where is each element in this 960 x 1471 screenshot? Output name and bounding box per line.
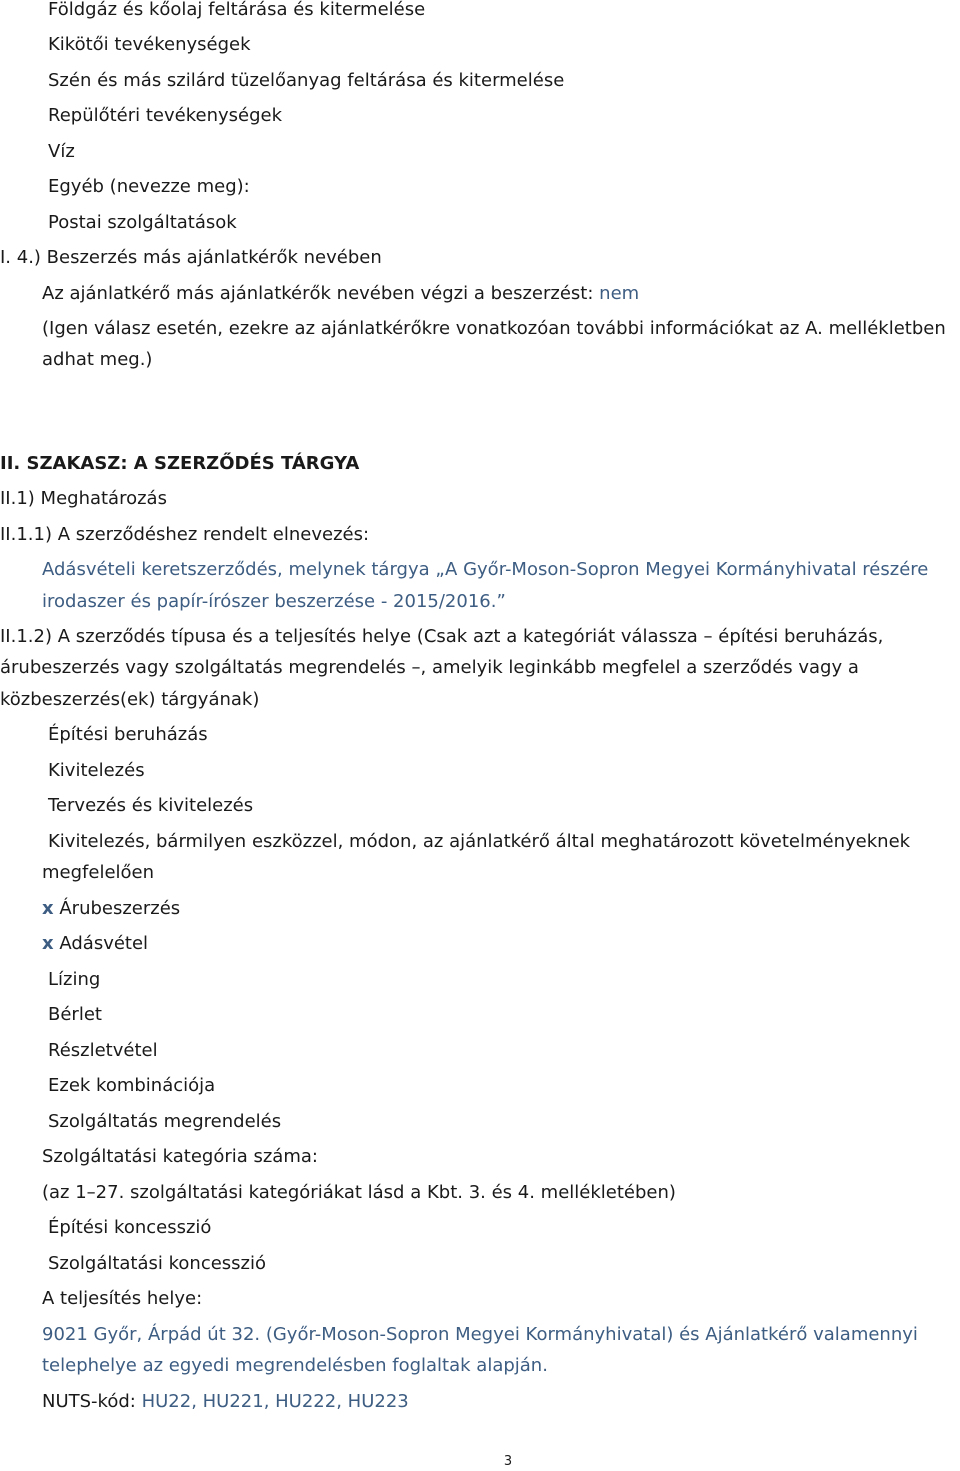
activity-water: Víz (48, 141, 75, 162)
section-i4-question: Az ajánlatkérő más ajánlatkérők nevében végzi a beszerzést: (42, 283, 594, 304)
type-leasing: Lízing (48, 969, 101, 990)
service-category-label: Szolgáltatási kategória száma: (42, 1146, 318, 1167)
nuts-row (42, 1390, 409, 1414)
type-works-concession: Építési koncesszió (48, 1217, 212, 1238)
place-label: A teljesítés helye: (42, 1288, 203, 1309)
type-works: Építési beruházás (48, 724, 208, 745)
type-purchase-row (42, 932, 148, 956)
nuts-label: NUTS-kód: (42, 1391, 136, 1412)
contract-type-label-line3: közbeszerzés(ek) tárgyának) (0, 689, 260, 710)
nuts-value: HU22, HU221, HU222, HU223 (141, 1391, 409, 1412)
contract-type-label-line1: II.1.2) A szerződés típusa és a teljesítés helye (Csak azt a kategóriát válassza – építési beruházás, (0, 626, 884, 647)
type-purchase: Adásvétel (59, 933, 149, 954)
type-services: Szolgáltatás megrendelés (48, 1111, 282, 1132)
section-i4-question-row (42, 282, 639, 306)
activity-port: Kikötői tevékenységek (48, 34, 251, 55)
type-service-concession: Szolgáltatási koncesszió (48, 1253, 267, 1274)
page-number: 3 (503, 1454, 513, 1469)
type-design-execution: Tervezés és kivitelezés (48, 795, 254, 816)
service-category-note: (az 1–27. szolgáltatási kategóriákat lásd a Kbt. 3. és 4. mellékletében) (42, 1182, 676, 1203)
type-supplies: Árubeszerzés (59, 898, 181, 919)
section-i4-answer: nem (599, 283, 640, 304)
contract-name-line2: irodaszer és papír-írószer beszerzése - 2015/2016.” (42, 591, 506, 612)
type-execution: Kivitelezés (48, 760, 145, 781)
section-ii1-heading: II.1) Meghatározás (0, 488, 167, 509)
activity-coal: Szén és más szilárd tüzelőanyag feltárása és kitermelése (48, 70, 565, 91)
contract-type-label-line2: árubeszerzés vagy szolgáltatás megrendelés –, amelyik leginkább megfelel a szerződés vagy a (0, 657, 859, 678)
contract-name-label: II.1.1) A szerződéshez rendelt elnevezés: (0, 524, 370, 545)
contract-name-line1: Adásvételi keretszerződés, melynek tárgya „A Győr-Moson-Sopron Megyei Kormányhivatal részére (42, 559, 929, 580)
type-execution-any-line1: Kivitelezés, bármilyen eszközzel, módon, az ajánlatkérő által meghatározott követelményeknek (48, 831, 911, 852)
type-combination: Ezek kombinációja (48, 1075, 216, 1096)
section-i4-heading: I. 4.) Beszerzés más ajánlatkérők nevében (0, 247, 382, 268)
place-value-line2: telephelye az egyedi megrendelésben foglaltak alapján. (42, 1355, 548, 1376)
section-ii-heading: II. SZAKASZ: A SZERZŐDÉS TÁRGYA (0, 453, 360, 474)
type-hire-purchase: Részletvétel (48, 1040, 158, 1061)
section-i4-note-line1: (Igen válasz esetén, ezekre az ajánlatkérőkre vonatkozóan további információkat az A. mellékletben (42, 318, 946, 339)
place-value-line1: 9021 Győr, Árpád út 32. (Győr-Moson-Sopron Megyei Kormányhivatal) és Ajánlatkérő valamennyi (42, 1324, 918, 1345)
activity-other: Egyéb (nevezze meg): (48, 176, 250, 197)
purchase-checkmark: x (42, 933, 54, 954)
activity-postal: Postai szolgáltatások (48, 212, 237, 233)
section-i4-note-line2: adhat meg.) (42, 349, 153, 370)
activity-oil-gas: Földgáz és kőolaj feltárása és kitermelése (48, 0, 426, 20)
supplies-checkmark: x (42, 898, 54, 919)
type-execution-any-line2: megfelelően (42, 862, 155, 883)
type-rental: Bérlet (48, 1004, 102, 1025)
type-supplies-row (42, 897, 180, 921)
activity-airport: Repülőtéri tevékenységek (48, 105, 283, 126)
